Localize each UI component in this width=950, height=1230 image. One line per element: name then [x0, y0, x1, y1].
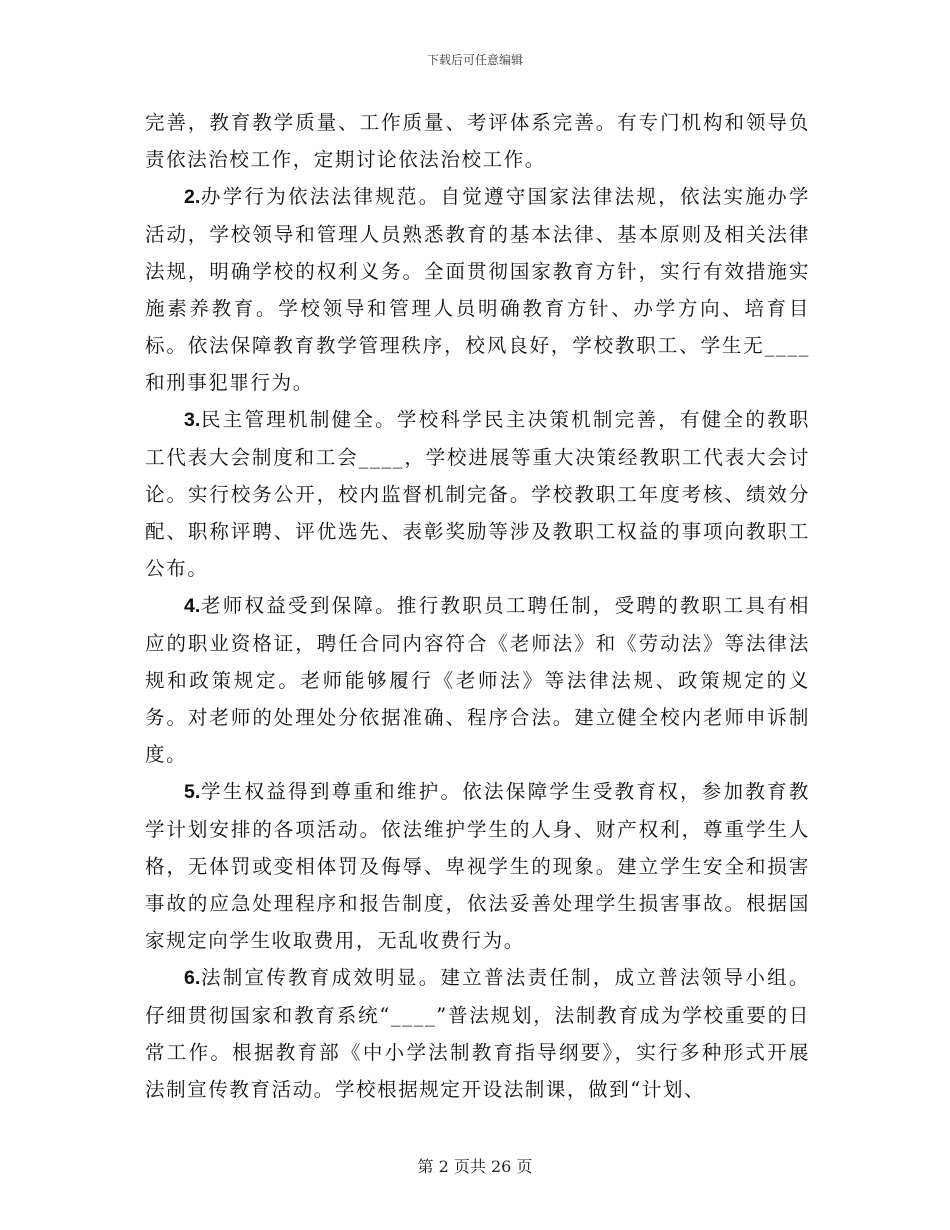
item-number: 6. [184, 967, 201, 989]
paragraph-item-6 [145, 959, 810, 1108]
paragraph-text: 完善，教育教学质量、工作质量、考评体系完善。有专门机构和领导负责依法治校工作，定期讨论依法治校工作。 [145, 111, 810, 171]
paragraph-item-4 [145, 587, 810, 773]
paragraph-text: 老师权益受到保障。推行教职员工聘任制，受聘的教职工具有相应的职业资格证，聘任合同内容符合《老师法》和《劳动法》等法律法规和政策规定。老师能够履行《老师法》等法律法规、政策规定的义务。对老师的处理处分依据准确、程序合法。建立健全校内老师申诉制度。 [145, 594, 810, 766]
page-header: 下载后可任意编辑 [426, 53, 523, 67]
paragraph-text: 民主管理机制健全。学校科学民主决策机制完善，有健全的教职工代表大会制度和工会____，学校进展等重大决策经教职工代表大会讨论。实行校务公开，校内监督机制完备。学校教职工年度考核、绩效分配、职称评聘、评优选先、表彰奖励等涉及教职工权益的事项向教职工公布。 [145, 408, 810, 580]
item-number: 2. [184, 186, 201, 208]
paragraph-item-3 [145, 401, 810, 587]
paragraph-item-5 [145, 773, 810, 959]
item-number: 3. [184, 409, 201, 431]
paragraph-text: 办学行为依法法律规范。自觉遵守国家法律法规，依法实施办学活动，学校领导和管理人员熟悉教育的基本法律、基本原则及相关法律法规，明确学校的权利义务。全面贯彻国家教育方针，实行有效措施实施素养教育。学校领导和管理人员明确教育方针、办学方向、培育目标。依法保障教育教学管理秩序，校风良好，学校教职工、学生无____和刑事犯罪行为。 [145, 185, 810, 394]
item-number: 4. [184, 595, 201, 617]
document-body [145, 104, 810, 1108]
item-number: 5. [184, 781, 201, 803]
paragraph-text: 学生权益得到尊重和维护。依法保障学生受教育权，参加教育教学计划安排的各项活动。依法维护学生的人身、财产权利，尊重学生人格，无体罚或变相体罚及侮辱、卑视学生的现象。建立学生安全和损害事故的应急处理程序和报告制度，依法妥善处理学生损害事故。根据国家规定向学生收取费用，无乱收费行为。 [145, 780, 810, 952]
paragraph-item-2 [145, 178, 810, 401]
page-number-footer: 第 2 页共 26 页 [417, 1157, 533, 1176]
paragraph-text: 法制宣传教育成效明显。建立普法责任制，成立普法领导小组。仔细贯彻国家和教育系统“____”普法规划，法制教育成为学校重要的日常工作。根据教育部《中小学法制教育指导纲要》，实行多种形式开展法制宣传教育活动。学校根据规定开设法制课，做到“计划、 [145, 966, 810, 1101]
paragraph-continuation [145, 104, 810, 178]
